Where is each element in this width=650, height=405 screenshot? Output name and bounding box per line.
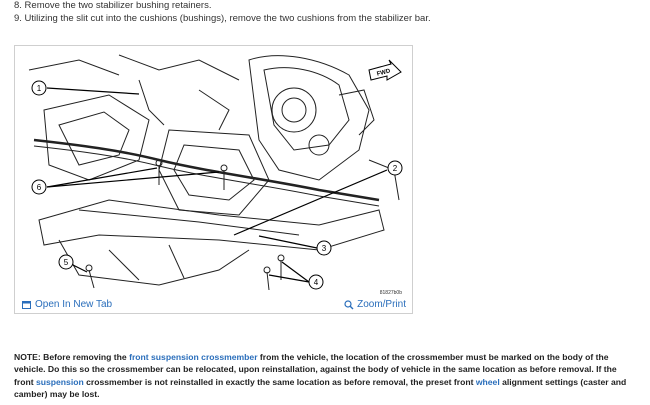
callout-2: 2 — [392, 164, 398, 173]
callout-6: 6 — [36, 183, 42, 192]
step-8: 8. Remove the two stabilizer bushing retainers. — [14, 0, 212, 11]
front-suspension-crossmember-link[interactable]: front suspension crossmember — [129, 352, 258, 362]
step-9: 9. Utilizing the slit cut into the cushions (bushings), remove the two cushions from the stabilizer bar. — [14, 12, 431, 24]
figure-panel — [14, 45, 413, 314]
suspension-diagram[interactable] — [19, 50, 409, 296]
note-part-4: alignment settings (caster and camber) may be lost. — [14, 376, 627, 400]
callout-5: 5 — [63, 258, 69, 267]
zoom-print-link[interactable] — [344, 299, 406, 310]
note-paragraph — [14, 351, 634, 401]
instruction-steps — [14, 0, 431, 25]
callout-1: 1 — [36, 84, 42, 93]
fwd-label: FWD — [376, 68, 392, 78]
figure-id: 81827b0b — [379, 290, 402, 296]
magnifier-icon — [344, 300, 354, 310]
note-part-2: from the vehicle, the location of the crossmember must be marked on the body of the vehicle. Do this so the crossmember can be relocated, upon reinstallation, against the body of vehicle in the same location as before removal. If the front — [14, 352, 617, 387]
suspension-link[interactable]: suspension — [35, 376, 84, 387]
new-tab-icon — [22, 300, 31, 309]
open-in-new-tab-label: Open In New Tab — [35, 299, 113, 310]
zoom-print-label: Zoom/Print — [357, 299, 406, 310]
note-part-3: crossmember is not reinstalled in exactly the same location as before removal, the preset front — [83, 376, 476, 387]
wheel-link[interactable]: wheel — [475, 376, 500, 387]
open-in-new-tab-link[interactable] — [22, 299, 112, 310]
callout-4: 4 — [313, 278, 319, 287]
forward-arrow-icon — [369, 60, 401, 80]
note-prefix: NOTE: Before removing the — [14, 352, 130, 362]
callout-3: 3 — [321, 244, 327, 253]
